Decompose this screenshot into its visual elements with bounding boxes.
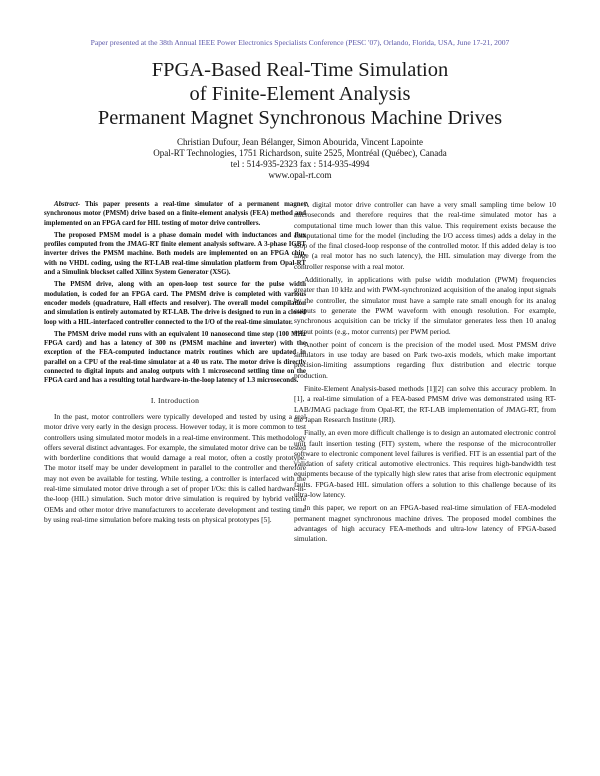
abstract-paragraph: The PMSM drive model runs with an equivalent 10 nanosecond time step (100 MHz FPGA card) and has a latency of 300 ns (PMSM machine and inverter) with the exception of the FEA-computed inductance matrix routines which are updated in parallel on a CPU of the real-time simulator at a 40 us rate. The motor drive is directly connected to digital inputs and analog outputs with 1 microsecond settling time on the FPGA card and has a resulting total hardware-in-the-loop latency of 1.3 microseconds. (44, 330, 306, 385)
body-paragraph: Finite-Element Analysis-based methods [1][2] can solve this accuracy problem. In [1], a real-time simulation of a FEA-based PMSM drive was demonstrated using RT-LAB/JMAG package from Opal-RT, the RT-LAB implementation of JMAG-RT, from the Japan Research Institute (JRI). (294, 384, 556, 424)
author-contact: tel : 514-935-2323 fax : 514-935-4994 (230, 159, 370, 169)
author-website: www.opal-rt.com (268, 170, 332, 180)
title-line-2: of Finite-Element Analysis (189, 83, 411, 105)
abstract-paragraph: The proposed PMSM model is a phase domain model with inductances and flux profiles computed from the JMAG-RT finite element analysis software. A 3-phase IGBT inverter drives the PMSM machine. Both models are implemented on an FPGA chip, with no VHDL coding, using the RT-LAB real-time simulation platform from Opal-RT and a Simulink blockset called Xilinx System Generator (XSG). (44, 231, 306, 277)
body-paragraph: In this paper, we report on an FPGA-based real-time simulation of FEA-modeled permanent magnet synchronous machine drives. The proposed model combines the advantages of high accuracy FEA-methods and ultra-low latency of FPGA-based simulation. (294, 503, 556, 544)
body-paragraph: Finally, an even more difficult challenge is to design an automated electronic control unit fault insertion testing (FIT) system, where the response of the microcontroller software to electronic component level failures is verified. FIT is an essential part of the validation of safety critical automotive electronics. This requires high-bandwidth test equipments because of the typically high slew rates that arise from electronic equipment faults. FPGA-based HIL simulation offers a solution to this challenge because of its ultra-low latency. (294, 428, 556, 500)
abstract-paragraph: The PMSM drive, along with an open-loop test source for the pulse width modulation, is coded for an FPGA card. The PMSM drive is completed with various encoder models (quadrature, Hall effects and resolver). The overall model compilation and simulation is entirely automated by RT-LAB. The drive is designed to run in a closed loop with a HIL-interfaced controller connected to the I/O of the real-time simulator. (44, 281, 306, 326)
abstract-text: - This paper presents a real-time simulator of a permanent magnet synchronous motor (PMSM) drive based on a finite-element analysis (FEA) method and implemented on an FPGA card for HIL testing of motor drive controllers. (44, 201, 306, 227)
section-heading-introduction: I. Introduction (150, 395, 200, 405)
abstract-lead: Abstract (54, 201, 78, 208)
author-block (40, 137, 560, 181)
title-line-1: FPGA-Based Real-Time Simulation (151, 59, 449, 81)
right-column (294, 200, 556, 548)
body-paragraph: Additionally, in applications with pulse width modulation (PWM) frequencies greater than 10 kHz and with PWM-synchronized acquisition of the analog input signals by the controller, the simulator must have a sample rate small enough for its analog outputs to generate the PWM waveform with enough resolution. For example, synchronous acquisition can be tricky if the simulator generates less then 10 analog output points (e.g., motor currents) per PWM period. (294, 275, 556, 336)
conference-banner: Paper presented at the 38th Annual IEEE Power Electronics Specialists Conference (PESC '07), Orlando, Florida, USA, June 17-21, 2007 (90, 38, 510, 47)
abstract-paragraph (44, 200, 306, 228)
body-paragraph: In the past, motor controllers were typically developed and tested by using a real motor drive very early in the design process. However today, it is more common to test controllers using simulated motor models in a real-time environment. This methodology offers several distinct advantages. For example, the simulated motor drive can be tested with borderline conditions that would damage a real motor, often a costly prototype. The motor itself may be under development in parallel to the controller and therefore may not even be available for testing. While testing, a controller is interfaced with the real-time simulated motor drive through a set of proper I/Os: this is called hardware-in-the-loop (HIL) simulation. Such motor drive simulation is required by hybrid vehicle OEMs and other motor drive manufacturers to accelerate development and testing time by using real-time simulation before making tests on physical prototypes [5]. (44, 411, 306, 524)
left-column (44, 200, 306, 528)
author-affiliation: Opal-RT Technologies, 1751 Richardson, suite 2525, Montréal (Québec), Canada (153, 148, 447, 158)
title-line-3: Permanent Magnet Synchronous Machine Drives (97, 107, 503, 129)
author-names: Christian Dufour, Jean Bélanger, Simon Abourida, Vincent Lapointe (176, 137, 424, 147)
paper-title (40, 58, 560, 130)
body-paragraph: Another point of concern is the precision of the model used. Most PMSM drive simulators in use today are based on Park two-axis models, which make important precision-limiting assumptions regarding flux distribution and electric torque production. (294, 339, 556, 380)
body-paragraph: A digital motor drive controller can have a very small sampling time below 10 microseconds and therefore requires that the real-time simulated motor has a computational time much lower than this value. This requirement exists because the computational time for the model (including the I/O access times) adds a delay in the loop of the final closed-loop response of the controlled motor. If this added delay is too large (a real motor has no such latency), the HIL simulation may diverge from the controller response with a real motor. (294, 200, 556, 271)
